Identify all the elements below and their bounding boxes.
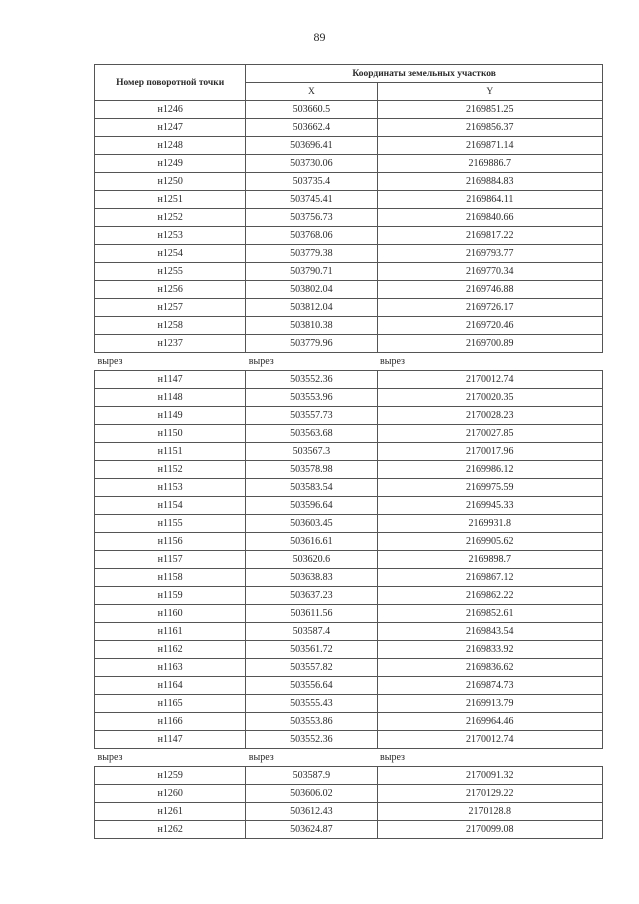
x-cell: 503606.02 (246, 785, 377, 803)
page-number: 89 (313, 30, 326, 44)
table-row (95, 731, 603, 749)
header-point-number: Номер поворотной точки (95, 65, 246, 101)
y-cell: 2169862.22 (377, 587, 602, 605)
y-cell: 2170091.32 (377, 767, 602, 785)
table-row (95, 137, 603, 155)
y-cell: 2169700.89 (377, 335, 602, 353)
point-cell: н1147 (95, 731, 246, 749)
cutout-row (95, 353, 603, 371)
y-cell: 2169871.14 (377, 137, 602, 155)
point-cell: н1255 (95, 263, 246, 281)
header-coordinates: Координаты земельных участков (246, 65, 603, 83)
point-cell: н1252 (95, 209, 246, 227)
y-cell: 2169874.73 (377, 677, 602, 695)
point-cell: н1165 (95, 695, 246, 713)
table-row (95, 425, 603, 443)
table-row (95, 245, 603, 263)
point-cell: н1148 (95, 389, 246, 407)
point-cell: н1156 (95, 533, 246, 551)
y-cell: 2169864.11 (377, 191, 602, 209)
x-cell: 503812.04 (246, 299, 377, 317)
table-row (95, 155, 603, 173)
table-row (95, 263, 603, 281)
x-cell: вырез (248, 356, 274, 367)
point-cell: н1254 (95, 245, 246, 263)
y-cell: 2169867.12 (377, 569, 602, 587)
point-cell: н1163 (95, 659, 246, 677)
table-row (95, 569, 603, 587)
y-cell: вырез (380, 356, 405, 367)
x-cell: 503735.4 (246, 173, 377, 191)
point-cell: н1150 (95, 425, 246, 443)
y-cell: 2170129.22 (377, 785, 602, 803)
table-row (95, 641, 603, 659)
x-cell: 503583.54 (246, 479, 377, 497)
x-cell: 503611.56 (246, 605, 377, 623)
x-cell: 503779.38 (246, 245, 377, 263)
table-row (95, 821, 603, 839)
x-cell: 503620.6 (246, 551, 377, 569)
table-row (95, 695, 603, 713)
y-cell: 2169964.46 (377, 713, 602, 731)
table-row (95, 209, 603, 227)
x-cell: 503612.43 (246, 803, 377, 821)
table-row (95, 299, 603, 317)
point-cell: н1155 (95, 515, 246, 533)
x-cell: 503556.64 (246, 677, 377, 695)
x-cell: 503624.87 (246, 821, 377, 839)
x-cell: 503587.4 (246, 623, 377, 641)
table-row (95, 443, 603, 461)
point-cell: н1153 (95, 479, 246, 497)
y-cell: 2169898.7 (377, 551, 602, 569)
y-cell: 2170099.08 (377, 821, 602, 839)
table-row (95, 389, 603, 407)
x-cell: 503756.73 (246, 209, 377, 227)
y-cell: 2169931.8 (377, 515, 602, 533)
table-row (95, 371, 603, 389)
x-cell: 503553.96 (246, 389, 377, 407)
table-row (95, 119, 603, 137)
point-cell: н1149 (95, 407, 246, 425)
point-cell: вырез (97, 752, 123, 763)
table-row (95, 461, 603, 479)
point-cell: н1260 (95, 785, 246, 803)
point-cell: н1246 (95, 101, 246, 119)
point-cell: н1237 (95, 335, 246, 353)
y-cell: 2169886.7 (377, 155, 602, 173)
x-cell: 503552.36 (246, 731, 377, 749)
x-cell: 503552.36 (246, 371, 377, 389)
point-cell: н1257 (95, 299, 246, 317)
point-cell: н1158 (95, 569, 246, 587)
table-row (95, 713, 603, 731)
y-cell: 2169843.54 (377, 623, 602, 641)
point-cell: н1152 (95, 461, 246, 479)
point-cell: н1162 (95, 641, 246, 659)
point-cell: вырез (97, 356, 123, 367)
point-cell: н1261 (95, 803, 246, 821)
table-row (95, 551, 603, 569)
y-cell: 2169793.77 (377, 245, 602, 263)
point-cell: н1151 (95, 443, 246, 461)
x-cell: 503779.96 (246, 335, 377, 353)
table-row (95, 659, 603, 677)
y-cell: вырез (380, 752, 405, 763)
point-cell: н1160 (95, 605, 246, 623)
table-row (95, 479, 603, 497)
x-cell: вырез (248, 752, 274, 763)
point-cell: н1262 (95, 821, 246, 839)
point-cell: н1159 (95, 587, 246, 605)
point-cell: н1249 (95, 155, 246, 173)
x-cell: 503810.38 (246, 317, 377, 335)
point-cell: н1258 (95, 317, 246, 335)
x-cell: 503587.9 (246, 767, 377, 785)
y-cell: 2169770.34 (377, 263, 602, 281)
x-cell: 503696.41 (246, 137, 377, 155)
x-cell: 503563.68 (246, 425, 377, 443)
point-cell: н1154 (95, 497, 246, 515)
table-row (95, 605, 603, 623)
coordinates-table (94, 64, 603, 839)
table-row (95, 767, 603, 785)
x-cell: 503553.86 (246, 713, 377, 731)
x-cell: 503596.64 (246, 497, 377, 515)
y-cell: 2170012.74 (377, 371, 602, 389)
x-cell: 503662.4 (246, 119, 377, 137)
x-cell: 503638.83 (246, 569, 377, 587)
x-cell: 503555.43 (246, 695, 377, 713)
table-row (95, 785, 603, 803)
y-cell: 2169720.46 (377, 317, 602, 335)
y-cell: 2170027.85 (377, 425, 602, 443)
point-cell: н1250 (95, 173, 246, 191)
y-cell: 2169913.79 (377, 695, 602, 713)
y-cell: 2169856.37 (377, 119, 602, 137)
table-row (95, 587, 603, 605)
x-cell: 503616.61 (246, 533, 377, 551)
table-row (95, 281, 603, 299)
y-cell: 2170012.74 (377, 731, 602, 749)
x-cell: 503567.3 (246, 443, 377, 461)
y-cell: 2169986.12 (377, 461, 602, 479)
table-header-row (95, 65, 603, 83)
table-row (95, 677, 603, 695)
header-y: Y (377, 83, 602, 101)
y-cell: 2169746.88 (377, 281, 602, 299)
y-cell: 2169840.66 (377, 209, 602, 227)
header-x: X (246, 83, 377, 101)
x-cell: 503578.98 (246, 461, 377, 479)
y-cell: 2169905.62 (377, 533, 602, 551)
table-row (95, 335, 603, 353)
y-cell: 2169726.17 (377, 299, 602, 317)
y-cell: 2169852.61 (377, 605, 602, 623)
y-cell: 2170128.8 (377, 803, 602, 821)
y-cell: 2170017.96 (377, 443, 602, 461)
x-cell: 503603.45 (246, 515, 377, 533)
point-cell: н1147 (95, 371, 246, 389)
table-row (95, 173, 603, 191)
point-cell: н1161 (95, 623, 246, 641)
x-cell: 503557.73 (246, 407, 377, 425)
table-row (95, 407, 603, 425)
y-cell: 2169836.62 (377, 659, 602, 677)
point-cell: н1247 (95, 119, 246, 137)
x-cell: 503802.04 (246, 281, 377, 299)
table-row (95, 317, 603, 335)
y-cell: 2169833.92 (377, 641, 602, 659)
point-cell: н1251 (95, 191, 246, 209)
y-cell: 2169817.22 (377, 227, 602, 245)
x-cell: 503730.06 (246, 155, 377, 173)
x-cell: 503561.72 (246, 641, 377, 659)
point-cell: н1248 (95, 137, 246, 155)
table-row (95, 227, 603, 245)
y-cell: 2170020.35 (377, 389, 602, 407)
y-cell: 2169975.59 (377, 479, 602, 497)
table-row (95, 623, 603, 641)
x-cell: 503745.41 (246, 191, 377, 209)
table-row (95, 533, 603, 551)
x-cell: 503557.82 (246, 659, 377, 677)
point-cell: н1253 (95, 227, 246, 245)
point-cell: н1259 (95, 767, 246, 785)
y-cell: 2169884.83 (377, 173, 602, 191)
table-row (95, 497, 603, 515)
table-row (95, 515, 603, 533)
y-cell: 2169851.25 (377, 101, 602, 119)
point-cell: н1166 (95, 713, 246, 731)
x-cell: 503660.5 (246, 101, 377, 119)
x-cell: 503768.06 (246, 227, 377, 245)
point-cell: н1157 (95, 551, 246, 569)
y-cell: 2170028.23 (377, 407, 602, 425)
y-cell: 2169945.33 (377, 497, 602, 515)
x-cell: 503637.23 (246, 587, 377, 605)
table-row (95, 101, 603, 119)
point-cell: н1164 (95, 677, 246, 695)
point-cell: н1256 (95, 281, 246, 299)
table-row (95, 191, 603, 209)
table-row (95, 803, 603, 821)
cutout-row (95, 749, 603, 767)
x-cell: 503790.71 (246, 263, 377, 281)
coordinates-table-body (95, 65, 603, 839)
